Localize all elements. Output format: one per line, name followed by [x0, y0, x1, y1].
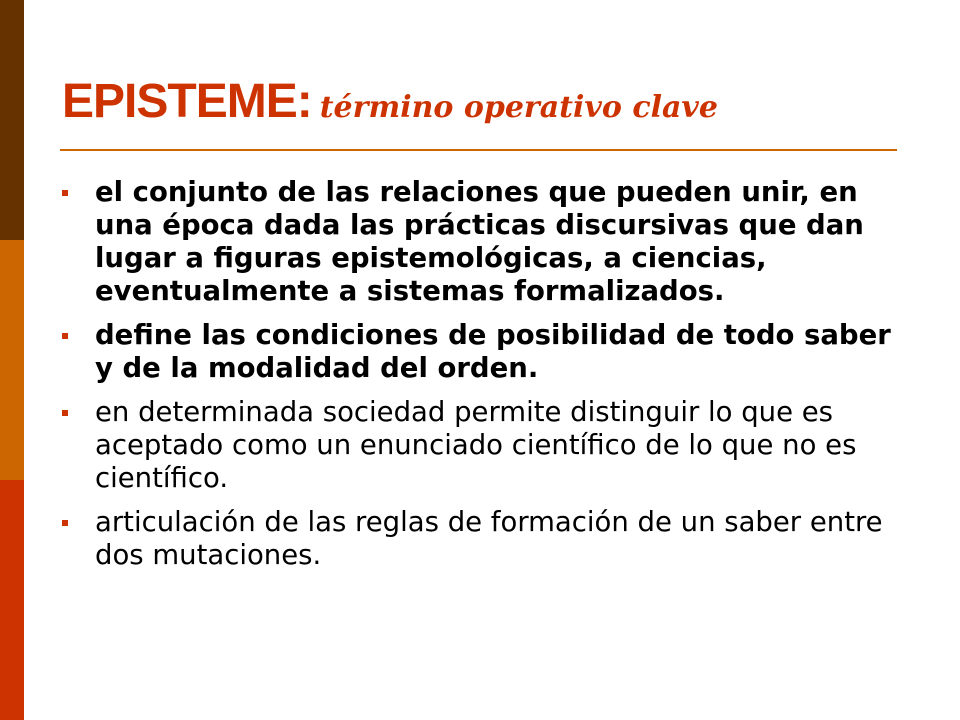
slide-title-subtitle: término operativo clave [319, 90, 718, 125]
side-bar-segment-top [0, 0, 24, 240]
bullet-text: el conjunto de las relaciones que pueden unir, en una época dada las prácticas discursivas que dan lugar a figuras epistemológicas, a ciencias, eventualmente a sistemas formalizados. [95, 176, 864, 307]
square-bullet-icon [62, 520, 68, 526]
side-bar-segment-bottom [0, 480, 24, 720]
title-underline-rule [60, 149, 897, 151]
bullet-list [60, 176, 908, 583]
bullet-item [60, 319, 908, 385]
bullet-text: en determinada sociedad permite distinguir lo que es aceptado como un enunciado científico de lo que no es científico. [95, 396, 857, 494]
slide-title-main: EPISTEME: [62, 75, 312, 128]
bullet-text: define las condiciones de posibilidad de todo saber y de la modalidad del orden. [95, 319, 891, 384]
slide-title [62, 75, 718, 128]
bullet-item [60, 396, 908, 495]
square-bullet-icon [62, 410, 68, 416]
square-bullet-icon [62, 333, 68, 339]
bullet-item [60, 176, 908, 308]
side-bar-segment-middle [0, 240, 24, 480]
bullet-item [60, 506, 908, 572]
bullet-text: articulación de las reglas de formación de un saber entre dos mutaciones. [95, 506, 883, 571]
square-bullet-icon [62, 190, 68, 196]
